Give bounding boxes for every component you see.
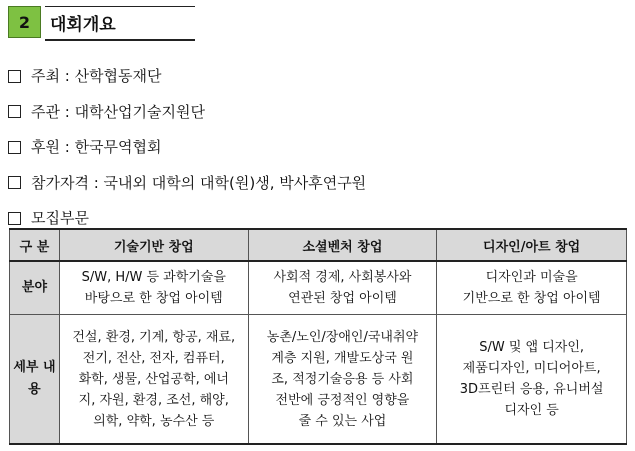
table-cell: 사회적 경제, 사회봉사와 연관된 창업 아이템 [248, 261, 437, 315]
list-item-sponsor [8, 129, 366, 165]
table-cell: 농촌/노인/장애인/국내취약 계층 지원, 개발도상국 원 조, 적정기술응용 등 사회 전반에 긍정적인 영향을 줄 수 있는 사업 [248, 315, 437, 445]
table-header-cell: 기술기반 창업 [59, 229, 248, 261]
list-item-text: 후원 : 한국무역협회 [31, 138, 162, 157]
table-header-row [10, 229, 627, 261]
table-cell: 디자인과 미술을 기반으로 한 창업 아이템 [437, 261, 627, 315]
header-top-rule [45, 6, 195, 7]
overview-list [8, 58, 366, 236]
category-table [9, 228, 627, 445]
header-bottom-rule [45, 39, 195, 41]
list-item-eligibility [8, 165, 366, 201]
list-item-text: 참가자격 : 국내외 대학의 대학(원)생, 박사후연구원 [31, 173, 367, 192]
checkbox-icon [8, 105, 21, 118]
section-number: 2 [8, 6, 41, 38]
row-label: 분야 [10, 261, 60, 315]
checkbox-icon [8, 70, 21, 83]
list-item-text: 주관 : 대학산업기술지원단 [31, 102, 205, 121]
table-cell: 건설, 환경, 기계, 항공, 재료, 전기, 전산, 전자, 컴퓨터, 화학, 생물, 산업공학, 에너 지, 자원, 환경, 조선, 해양, 의학, 약학, 농수산 등 [59, 315, 248, 445]
table-row [10, 261, 627, 315]
table-header-cell: 디자인/아트 창업 [437, 229, 627, 261]
checkbox-icon [8, 176, 21, 189]
table-cell: S/W 및 앱 디자인, 제품디자인, 미디어아트, 3D프린터 응용, 유니버설 디자인 등 [437, 315, 627, 445]
table-header-cell: 구 분 [10, 229, 60, 261]
table-header-cell: 소셜벤처 창업 [248, 229, 437, 261]
table-row [10, 315, 627, 445]
section-title: 대회개요 [50, 15, 116, 35]
list-item-text: 모집부문 [31, 209, 89, 228]
table-cell: S/W, H/W 등 과학기술을 바탕으로 한 창업 아이템 [59, 261, 248, 315]
checkbox-icon [8, 212, 21, 225]
section-header [8, 6, 196, 42]
checkbox-icon [8, 141, 21, 154]
list-item-host [8, 58, 366, 94]
list-item-organizer [8, 94, 366, 130]
row-label: 세부 내용 [10, 315, 60, 445]
list-item-text: 주최 : 산학협동재단 [31, 67, 162, 86]
